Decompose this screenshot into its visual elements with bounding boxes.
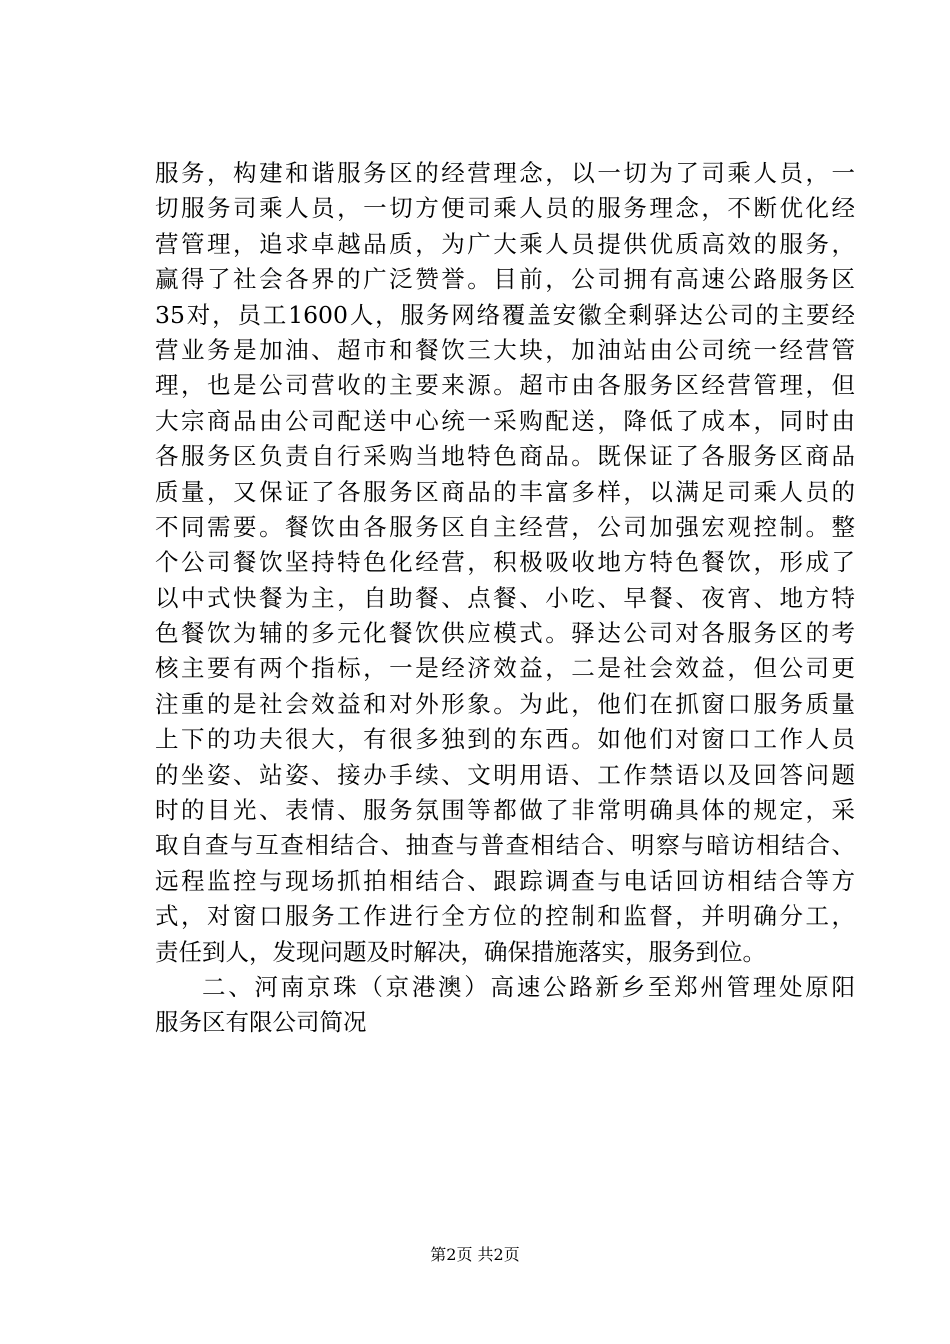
- text-line: 质量，又保证了各服务区商品的丰富多样，以满足司乘人员的: [155, 477, 855, 506]
- text-line: 理，也是公司营收的主要来源。超市由各服务区经营管理，但: [155, 371, 855, 400]
- text-line: 赢得了社会各界的广泛赞誉。目前，公司拥有高速公路服务区: [155, 265, 855, 294]
- text-line: 大宗商品由公司配送中心统一采购配送，降低了成本，同时由: [155, 406, 855, 435]
- text-line: 核主要有两个指标，一是经济效益，二是社会效益，但公司更: [155, 654, 855, 683]
- text-line: 时的目光、表情、服务氛围等都做了非常明确具体的规定，采: [155, 796, 855, 825]
- text-line: 35对，员工1600人，服务网络覆盖安徽全剩驿达公司的主要经: [155, 300, 855, 329]
- text-line: 色餐饮为辅的多元化餐饮供应模式。驿达公司对各服务区的考: [155, 619, 855, 648]
- text-line: 服务，构建和谐服务区的经营理念，以一切为了司乘人员，一: [155, 159, 855, 187]
- text-line: 式，对窗口服务工作进行全方位的控制和监督，并明确分工，: [155, 902, 855, 931]
- text-line: 上下的功夫很大，有很多独到的东西。如他们对窗口工作人员: [155, 725, 855, 754]
- text-line: 营管理，追求卓越品质，为广大乘人员提供优质高效的服务，: [155, 229, 855, 258]
- text-line: 以中式快餐为主，自助餐、点餐、小吃、早餐、夜宵、地方特: [155, 583, 855, 612]
- section-heading-line: 二、河南京珠（京港澳）高速公路新乡至郑州管理处原阳: [202, 972, 855, 1001]
- text-line: 切服务司乘人员，一切方便司乘人员的服务理念，不断优化经: [155, 194, 855, 223]
- text-line: 的坐姿、站姿、接办手续、文明用语、工作禁语以及回答问题: [155, 760, 855, 789]
- page-number-footer: 第2页 共2页: [430, 1245, 520, 1264]
- text-line: 注重的是社会效益和对外形象。为此，他们在抓窗口服务质量: [155, 689, 855, 718]
- text-line: 不同需要。餐饮由各服务区自主经营，公司加强宏观控制。整: [155, 512, 855, 541]
- text-line: 营业务是加油、超市和餐饮三大块，加油站由公司统一经营管: [155, 335, 855, 364]
- text-line: 远程监控与现场抓拍相结合、跟踪调查与电话回访相结合等方: [155, 866, 855, 895]
- text-line: 取自查与互查相结合、抽查与普查相结合、明察与暗访相结合、: [155, 831, 855, 860]
- section-heading-line: 服务区有限公司简况: [155, 1008, 367, 1037]
- text-line: 各服务区负责自行采购当地特色商品。既保证了各服务区商品: [155, 442, 855, 471]
- text-line: 个公司餐饮坚持特色化经营，积极吸收地方特色餐饮，形成了: [155, 548, 855, 577]
- paragraph-end-line: 责任到人，发现问题及时解决，确保措施落实，服务到位。: [155, 937, 766, 966]
- body-text: [155, 156, 855, 1041]
